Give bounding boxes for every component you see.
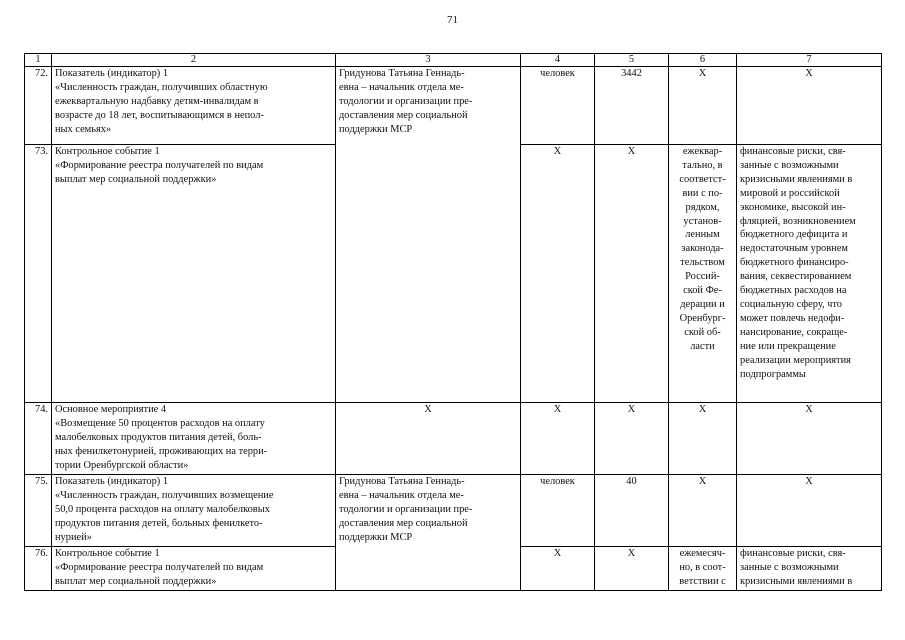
- row-col6: Х: [669, 67, 737, 145]
- row-indicator: Контрольное событие 1 «Формирование реестра получателей по видам выплат мер социальной поддержки»: [52, 145, 336, 403]
- row-col7: Х: [737, 403, 882, 475]
- row-col6: Х: [669, 475, 737, 547]
- header-cell-6: 6: [669, 54, 737, 67]
- row-col7: финансовые риски, свя- занные с возможными кризисными явлениями в мировой и российской экономике, высокой ин- фляцией, возникновением бюджетного дефицита и недостаточным уровнем бюджетного финансиро- вания, секвестированием бюджетных расходов на социальную сферу, что может повлечь недофи- нансирование, сокраще- ние или прекращение реализации мероприятия подпрограммы: [737, 145, 882, 403]
- row-col6: ежеквар- тально, в соответст- вии с по- рядком, установ- ленным законода- тельством Россий- ской Фе- дерации и Оренбург- ской об- ласти: [669, 145, 737, 403]
- header-cell-3: 3: [336, 54, 521, 67]
- row-col6: Х: [669, 403, 737, 475]
- row-number: 76.: [25, 547, 52, 591]
- row-unit: человек: [521, 475, 595, 547]
- plan-table: [24, 53, 882, 591]
- row-indicator: Основное мероприятие 4 «Возмещение 50 процентов расходов на оплату малобелковых продуктов питания детей, боль- ных фенилкетонурией, проживающих на терри- тории Оренбургской области»: [52, 403, 336, 475]
- table-row: [25, 403, 882, 475]
- row-number: 74.: [25, 403, 52, 475]
- row-indicator: Показатель (индикатор) 1 «Численность граждан, получивших возмещение 50,0 процента расходов на оплату малобелковых продуктов питания детей, больных фенилкето- нурией»: [52, 475, 336, 547]
- table-row: [25, 475, 882, 547]
- row-responsible: Гридунова Татьяна Геннадь- евна – начальник отдела ме- тодологии и организации пре- доставления мер социальной поддержки МСР: [336, 475, 521, 591]
- row-number: 72.: [25, 67, 52, 145]
- row-value: 3442: [595, 67, 669, 145]
- row-value: Х: [595, 145, 669, 403]
- header-cell-2: 2: [52, 54, 336, 67]
- row-col6: ежемесяч- но, в соот- ветствии с: [669, 547, 737, 591]
- header-cell-5: 5: [595, 54, 669, 67]
- row-unit: человек: [521, 67, 595, 145]
- row-value: Х: [595, 403, 669, 475]
- row-number: 75.: [25, 475, 52, 547]
- header-cell-4: 4: [521, 54, 595, 67]
- row-responsible: Х: [336, 403, 521, 475]
- row-number: 73.: [25, 145, 52, 403]
- row-unit: Х: [521, 403, 595, 475]
- row-col7: Х: [737, 67, 882, 145]
- row-unit: Х: [521, 547, 595, 591]
- row-unit: Х: [521, 145, 595, 403]
- header-cell-1: 1: [25, 54, 52, 67]
- table-row: [25, 67, 882, 145]
- row-col7: финансовые риски, свя- занные с возможными кризисными явлениями в: [737, 547, 882, 591]
- header-row: [25, 54, 882, 67]
- header-cell-7: 7: [737, 54, 882, 67]
- row-indicator: Контрольное событие 1 «Формирование реестра получателей по видам выплат мер социальной поддержки»: [52, 547, 336, 591]
- row-indicator: Показатель (индикатор) 1 «Численность граждан, получивших областную ежеквартальную надбавку детям-инвалидам в возрасте до 18 лет, воспитывающимся в непол- ных семьях»: [52, 67, 336, 145]
- row-value: 40: [595, 475, 669, 547]
- page-number: 71: [447, 14, 458, 26]
- row-value: Х: [595, 547, 669, 591]
- row-responsible: Гридунова Татьяна Геннадь- евна – начальник отдела ме- тодологии и организации пре- доставления мер социальной поддержки МСР: [336, 67, 521, 403]
- row-col7: Х: [737, 475, 882, 547]
